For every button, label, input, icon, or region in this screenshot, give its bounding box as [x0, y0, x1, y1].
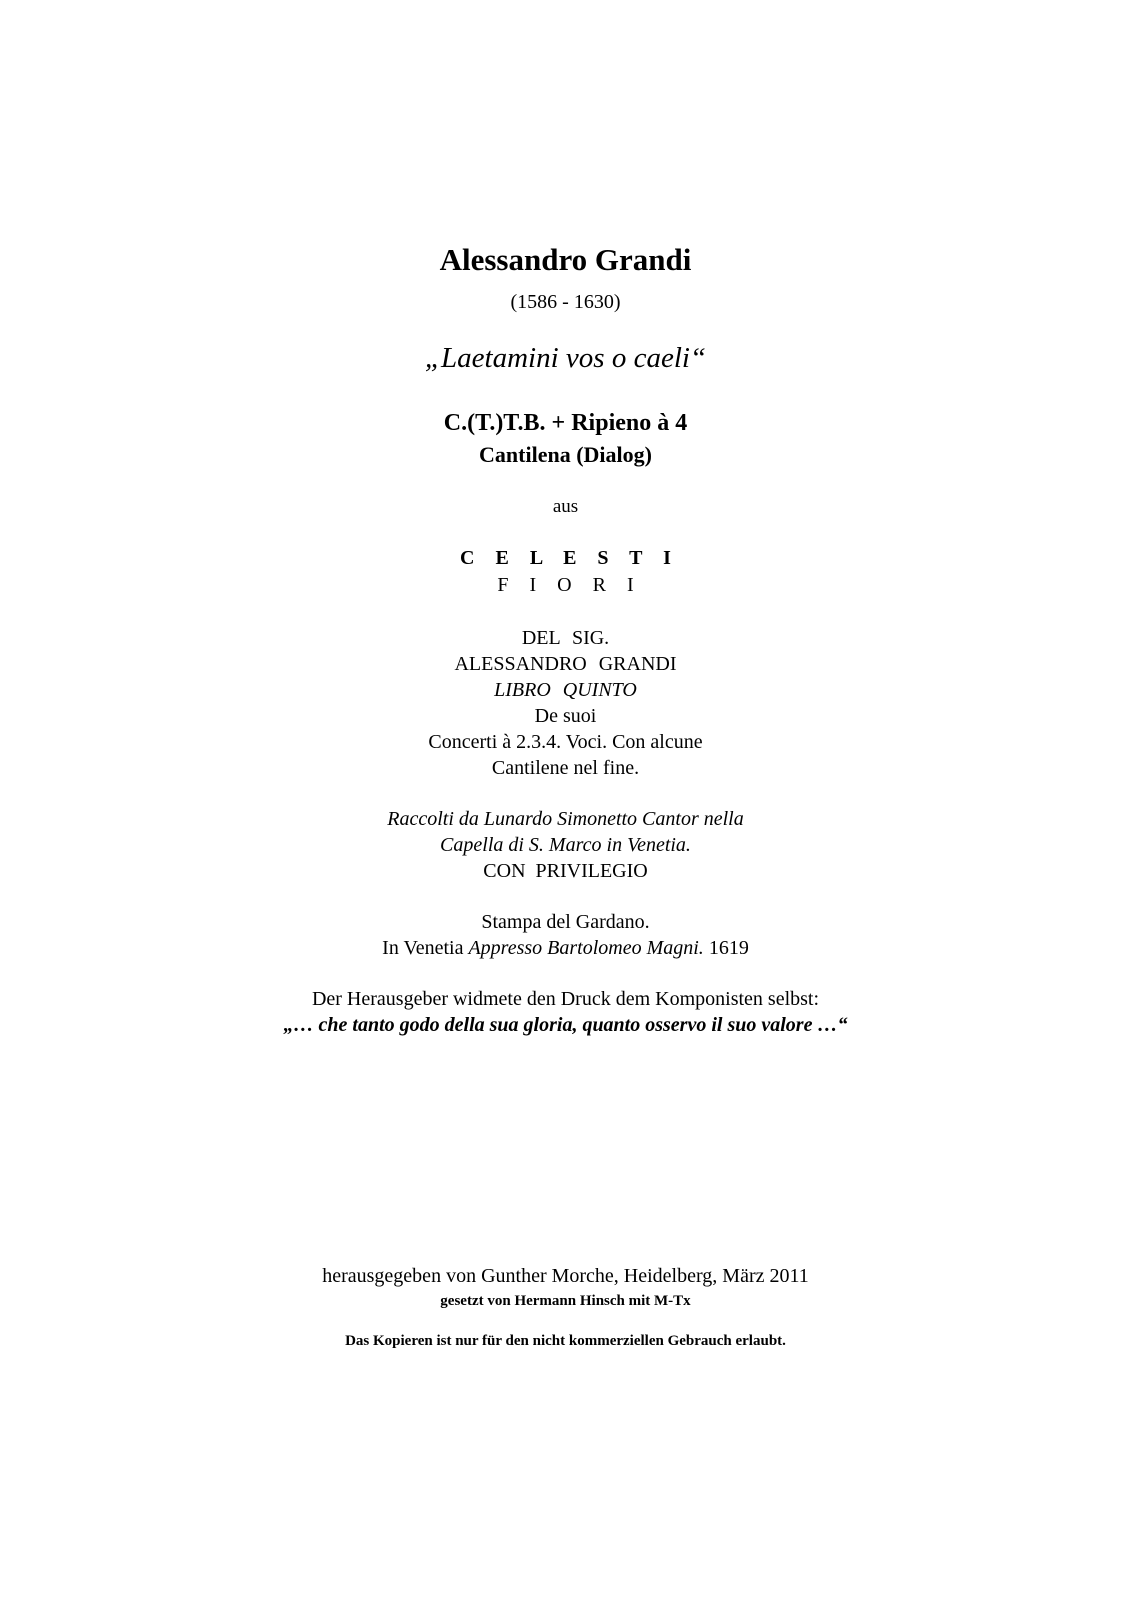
source-line: DEL SIG. [521, 627, 610, 649]
source-line: Capella di S. Marco in Venetia. [440, 834, 691, 856]
source-intro: aus [552, 496, 579, 517]
imprint-line [0, 937, 1131, 960]
collection-title-line2: F I O R I [497, 574, 642, 596]
dedication-quote: „… che tanto godo della sua gloria, quanto osservo il suo valore …“ [283, 1014, 848, 1036]
source-line: LIBRO QUINTO [494, 679, 637, 701]
imprint-place: In Venetia [382, 937, 464, 959]
source-line: Cantilene nel fine. [491, 757, 640, 779]
composer-dates: (1586 - 1630) [510, 291, 621, 313]
collection-title-line1: C E L E S T I [460, 547, 679, 569]
imprint-year: 1619 [708, 937, 749, 959]
source-line: De suoi [534, 705, 597, 727]
source-line: CON PRIVILEGIO [483, 860, 648, 882]
editor-credit: herausgegeben von Gunther Morche, Heidelberg, März 2011 [322, 1265, 809, 1287]
source-line: Stampa del Gardano. [481, 911, 650, 933]
work-title: „Laetamini vos o caeli“ [424, 342, 707, 374]
source-line: Raccolti da Lunardo Simonetto Cantor nella [387, 808, 744, 830]
scoring: C.(T.)T.B. + Ripieno à 4 [443, 410, 688, 436]
dedication-intro: Der Herausgeber widmete den Druck dem Komponisten selbst: [311, 988, 820, 1010]
composer-name: Alessandro Grandi [439, 242, 692, 277]
imprint-printer: Appresso Bartolomeo Magni. [468, 937, 704, 959]
genre: Cantilena (Dialog) [479, 442, 652, 467]
typesetter-credit: gesetzt von Hermann Hinsch mit M-Tx [440, 1293, 691, 1309]
license-note: Das Kopieren ist nur für den nicht kommerziellen Gebrauch erlaubt. [345, 1333, 786, 1349]
source-line: ALESSANDRO GRANDI [454, 653, 677, 675]
source-line: Concerti à 2.3.4. Voci. Con alcune [428, 731, 703, 753]
